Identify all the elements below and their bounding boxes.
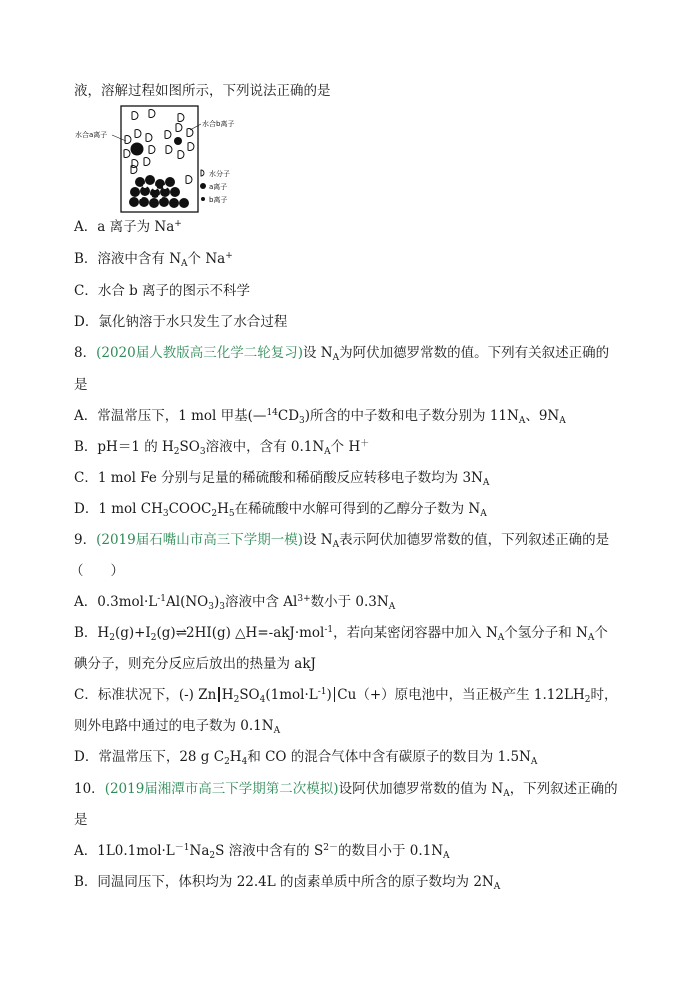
q9-option-a: A．$0.3mol\cdot L^{-1}Al(NO_3)_3$溶液中含 $Al^{3+}$数小于 $0.3N_A$ (74, 594, 396, 612)
cell-separator (334, 687, 336, 702)
q8-option-a: A．常温常压下，1 mol 甲基$(—^{14}CD_3)$所含的中子数和电子数分别为 $11N_A$、$9N_A$ (74, 408, 566, 426)
legend-a-icon (200, 183, 206, 189)
q10-option-a: A．$1L0.1mol\cdot L^{-1}Na_2S$ 溶液中含有的 $S^{2-}$的数目小于 $0.1N_A$ (74, 843, 450, 861)
q9-option-c: C．标准状况下，(-) Zn $H_2SO_4(1mol\cdot L^{-1})$ Cu（+）原电池中，当正极产生 $1.12LH_2$时， (74, 687, 618, 705)
q9-option-b-cont: 碘分子，则充分反应后放出的热量为 akJ (74, 656, 316, 672)
q8-option-d: D．1 mol $CH_3COOC_2H_5$在稀硫酸中水解可得到的乙醇分子数为 $N_A$ (74, 501, 487, 519)
dissolution-figure (74, 104, 250, 216)
legend-water: 水分子 (209, 170, 230, 178)
q9-option-c-cont: 则外电路中通过的电子数为 $0.1N_A$ (74, 718, 281, 736)
q9-option-b: B．$H_2(g)+I_2(g)\rightleftharpoons 2HI(g)$ △H=-akJ·mol$^{-1}$，若向某密闭容器中加入 $N_A$个氢分子和 $N_A$个 (74, 625, 608, 643)
q8-option-b: B．pH＝1 的 $H_2SO_3$溶液中，含有 $0.1N_A$个 H＋ (74, 439, 370, 457)
q7-option-d: D．氯化钠溶于水只发生了水合过程 (74, 314, 288, 330)
q7-option-a: A．a 离子为 Na+ (74, 219, 182, 235)
q7-option-b: B．溶液中含有 $N_A$个 Na+ (74, 251, 233, 269)
question-intro: 液，溶解过程如图所示，下列说法正确的是 (74, 83, 331, 99)
legend-b-icon (201, 197, 205, 201)
q7-option-c: C．水合 b 离子的图示不科学 (74, 283, 251, 299)
q10-stem: 10．(2019届湘潭市高三下学期第二次模拟)设阿伏加德罗常数的值为 $N_A$，下列叙述正确的 (74, 781, 618, 799)
hydrated-b-ion (165, 124, 194, 159)
q10-source: (2019届湘潭市高三下学期第二次模拟) (104, 781, 339, 797)
label-hydrated-b: 水合b离子 (202, 120, 235, 128)
q10-stem-cont: 是 (74, 812, 88, 828)
legend-b: b离子 (209, 196, 228, 204)
q9-answer-paren: （ ） (70, 563, 124, 579)
q8-stem: 8．(2020届人教版高三化学二轮复习)设 $N_A$为阿伏加德罗常数的值。下列有关叙述正确的 (74, 345, 610, 363)
q9-source: (2019届石嘴山市高三下学期一模) (96, 532, 303, 548)
nacl-crystal (129, 175, 189, 208)
dissolution-diagram (74, 104, 250, 216)
hydrated-a-ion (124, 130, 155, 168)
q10-option-b: B．同温同压下，体积均为 22.4L 的卤素单质中所含的原子数均为 $2N_A$ (74, 874, 501, 892)
label-hydrated-a: 水合a离子 (75, 131, 108, 139)
q8-option-c: C．1 mol Fe 分别与足量的稀硫酸和稀硝酸反应转移电子数均为 $3N_A$ (74, 470, 490, 488)
q9-stem: 9．(2019届石嘴山市高三下学期一模)设 $N_A$表示阿伏加德罗常数的值，下列叙述正确的是 (74, 532, 610, 550)
cell-separator (218, 687, 220, 702)
legend-a: a离子 (209, 183, 228, 191)
q8-source: (2020届人教版高三化学二轮复习) (96, 345, 303, 361)
q9-option-d: D．常温常压下，28 g $C_2H_4$和 CO 的混合气体中含有碳原子的数目为 $1.5N_A$ (74, 749, 538, 767)
q8-stem-cont: 是 (74, 377, 88, 393)
legend-water-icon (201, 170, 204, 176)
